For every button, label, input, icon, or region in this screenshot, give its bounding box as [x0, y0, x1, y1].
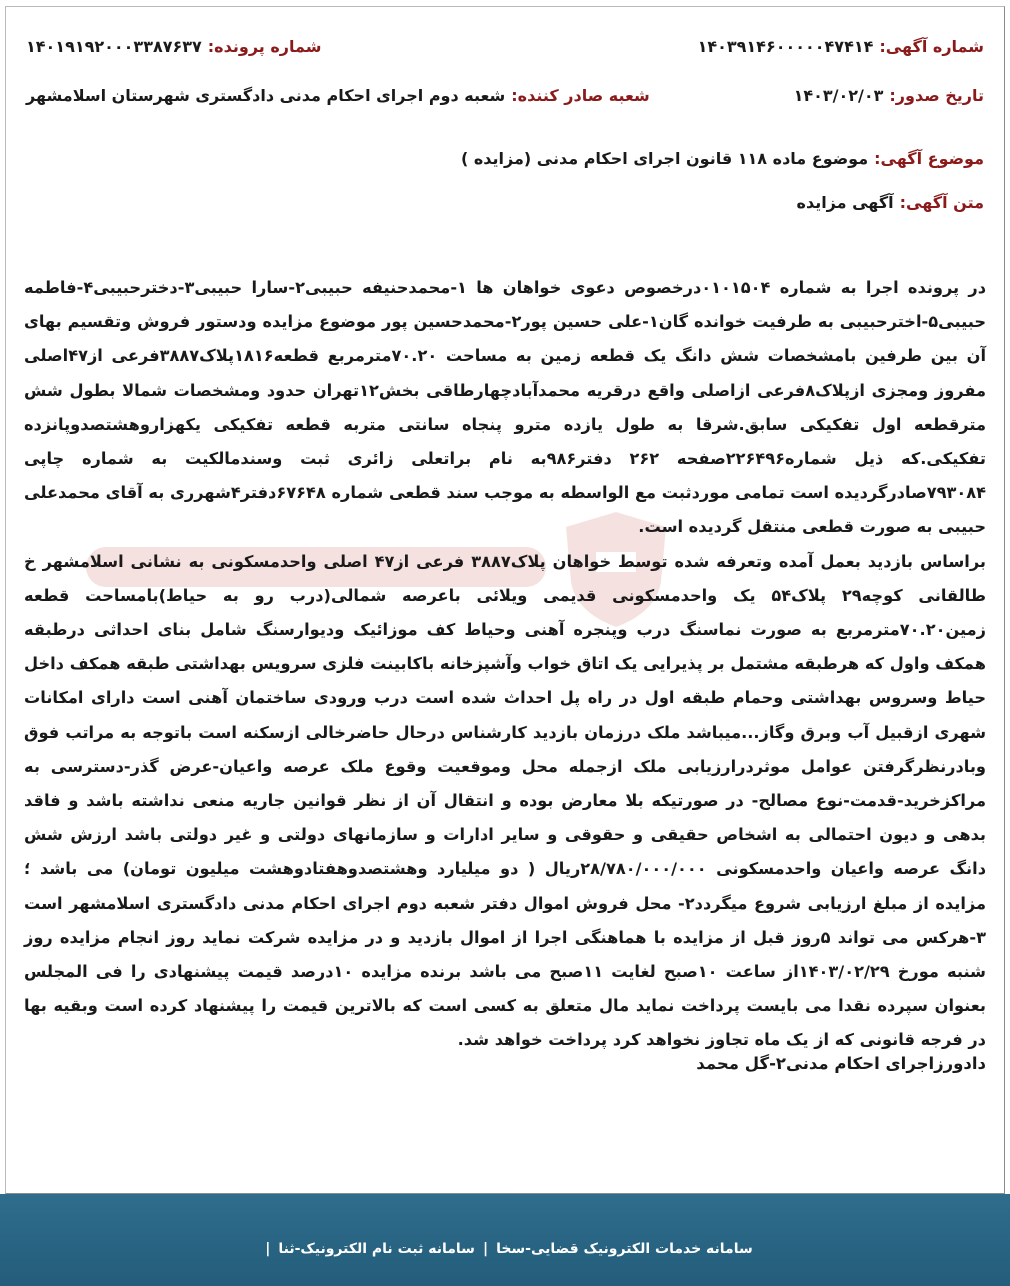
issuing-branch [26, 86, 784, 105]
subject-value: موضوع ماده ۱۱۸ قانون اجرای احکام مدنی (مزایده ) [460, 148, 869, 168]
text-label: متن آگهی: [899, 192, 984, 212]
notice-text-title [797, 193, 985, 212]
body-paragraph-1: در پرونده اجرا به شماره ۰۱۰۱۵۰۴درخصوص دعوی خواهان ها ۱-محمدحنیفه حبیبی۲-سارا حبیبی۳-دخترحبیبی۴-فاطمه حبیبی۵-اخترحبیبی به طرفیت خوانده گان۱-علی حسین پور۲-محمدحسین پور موضوع مزایده ودستور فروش وتقسیم بهای آن بین طرفین بامشخصات شش دانگ یک قطعه زمین به مساحت ۷۰.۲۰مترمربع قطعه۱۸۱۶پلاک۳۸۸۷فرعی از۴۷اصلی مفروز ومجزی ازپلاک۸فرعی ازاصلی واقع درقریه محمدآبادچهارطاقی بخش۱۲تهران حدود ومشخصات شمالا بطول شش مترقطعه اول تفکیکی سابق.شرقا به طول یازده مترو پنجاه سانتی متربه قطعه تفکیکی یکهزاروهشتصدوپانزده تفکیکی.که ذیل شماره۲۲۶۴۹۶صفحه ۲۶۲ دفتر۹۸۶به نام براتعلی زائری ثبت وسندمالکیت به شماره چاپی ۷۹۳۰۸۴صادرگردیده است تمامی موردثبت مع الواسطه به موجب سند قطعی شماره ۶۷۶۴۸دفتر۴شهرری به آقای محمدعلی حبیبی به صورت قطعی منتقل گردیده است. [24, 278, 987, 537]
footer-links [0, 1239, 1010, 1259]
footer-link-sakha[interactable]: سامانه خدمات الکترونیک قضایی-سخا [496, 1241, 753, 1257]
notice-body [24, 271, 986, 1058]
issue-date-value: ۱۴۰۳/۰۲/۰۳ [793, 85, 884, 105]
header-row-text-title [26, 187, 984, 217]
header-row-date-branch [26, 80, 984, 110]
header-row-numbers [26, 31, 984, 61]
subject-label: موضوع آگهی: [874, 148, 984, 168]
text-title-value: آگهی مزایده [796, 192, 894, 212]
case-number-value: ۱۴۰۱۹۱۹۲۰۰۰۳۳۸۷۶۳۷ [26, 36, 202, 56]
case-number [26, 37, 684, 56]
issue-date [784, 86, 984, 105]
issuing-branch-label: شعبه صادر کننده: [511, 85, 650, 105]
notice-number-label: شماره آگهی: [879, 36, 984, 56]
signature-line: دادورزاجرای احکام مدنی۲-گل محمد [696, 1054, 986, 1073]
case-number-label: شماره پرونده: [207, 36, 322, 56]
header-row-subject [26, 143, 984, 173]
notice-subject [461, 149, 984, 168]
issuing-branch-value: شعبه دوم اجرای احکام مدنی دادگستری شهرستان اسلامشهر [26, 85, 506, 105]
body-paragraph-2: براساس بازدید بعمل آمده وتعرفه شده توسط خواهان پلاک۳۸۸۷ فرعی از۴۷ اصلی واحدمسکونی به نشانی اسلامشهر خ طالقانی کوچه۲۹ پلاک۵۴ یک واحدمسکونی قدیمی ویلائی باعرصه شمالی(درب رو به حیاط)بامساحت قطعه زمین۷۰.۲۰مترمربع به صورت نماسنگ درب وپنجره آهنی وحیاط کف موزائیک ودیوارسنگ شامل بنای احداثی درطبقه همکف واول که هرطبقه مشتمل بر پذیرایی یک اتاق خواب وآشپزخانه باکابینت فلزی سرویس بهداشتی طبقه همکف داخل حیاط وسروس بهداشتی وحمام طبقه اول در راه پل احداث شده است درب ورودی ساختمان آهنی است دارای امکانات شهری ازقبیل آب وبرق وگاز...میباشد ملک درزمان بازدید کارشناس درحال حاضرخالی ازسکنه است باتوجه به مراتب فوق وبادرنظرگرفتن عوامل موثردرارزیابی ملک ازجمله محل وموقعیت وقوع ملک عرصه واعیان-عرض گذر-دسترسی به مراکزخرید-قدمت-نوع مصالح- در صورتیکه بلا معارض بوده و انتقال آن از نظر قوانین جاریه منعی نداشته باشد و فاقد بدهی و دیون احتمالی به اشخاص حقیقی و حقوقی و سایر ادارات و سازمانهای دولتی و غیر دولتی باشد ارزش شش دانگ عرصه واعیان واحدمسکونی ۲۸/۷۸۰/۰۰۰/۰۰۰ریال ( دو میلیارد وهشتصدوهفتادوهشت میلیون تومان) می باشد ؛ مزایده از مبلغ ارزیابی شروع میگردد۲- محل فروش اموال دفتر شعبه دوم اجرای احکام مدنی دادگستری اسلامشهر است ۳-هرکس می تواند ۵روز قبل از مزایده با هماهنگی اجرا از اموال بازدید و در مزایده شرکت نماید روز انجام مزایده روز شنبه مورخ ۱۴۰۳/۰۲/۲۹از ساعت ۱۰صبح لغایت ۱۱صبح می باشد برنده مزایده ۱۰درصد قیمت پیشنهادی را فی المجلس بعنوان سپرده نقدا می بایست پرداخت نماید مال متعلق به کسی است که بالاترین قیمت را پیشنهاد کرده است وبقیه بها در فرجه قانونی که از یک ماه تجاوز نخواهد کرد پرداخت خواهد شد. [24, 551, 986, 1050]
issue-date-label: تاریخ صدور: [889, 85, 984, 105]
notice-document [5, 6, 1005, 1194]
footer-trailing-separator: | [265, 1241, 271, 1257]
notice-number-value: ۱۴۰۳۹۱۴۶۰۰۰۰۰۴۷۴۱۴ [697, 36, 874, 56]
footer-separator: | [482, 1241, 489, 1257]
footer-link-sana[interactable]: سامانه ثبت نام الکترونیک-ثنا [278, 1241, 475, 1257]
notice-number [684, 37, 984, 56]
footer-bar [0, 1194, 1010, 1286]
